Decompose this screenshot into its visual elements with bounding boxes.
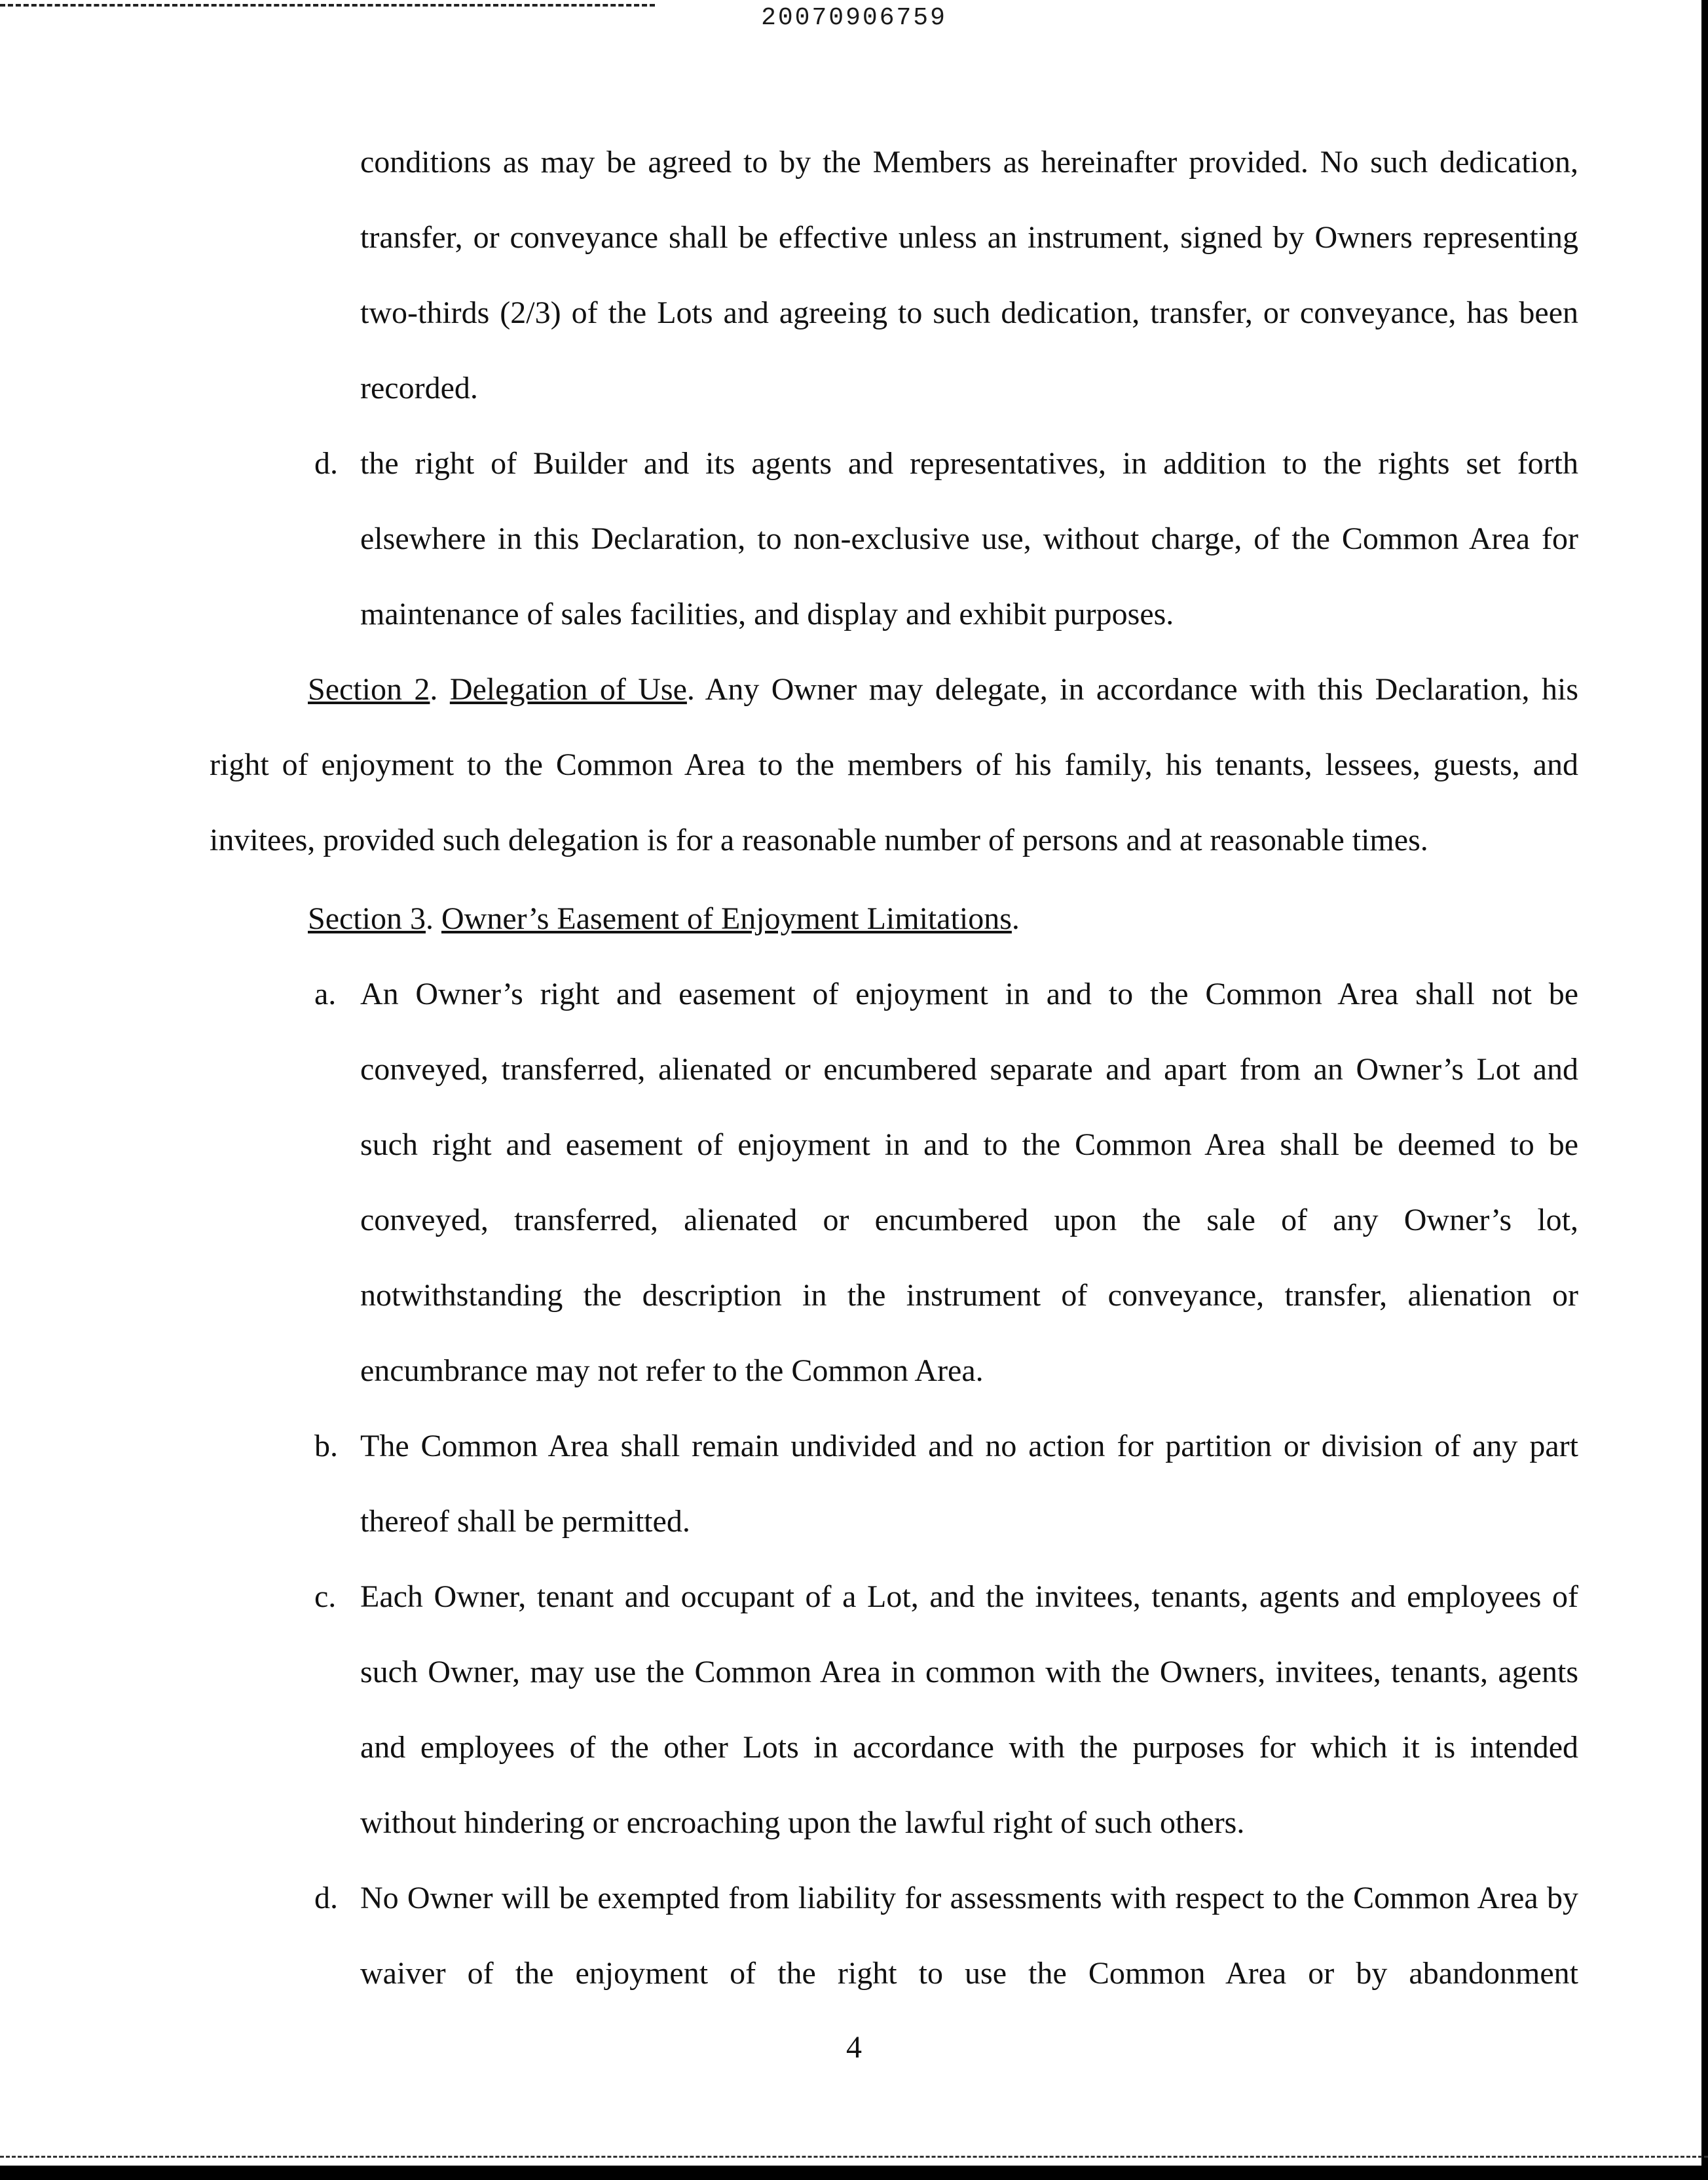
scan-bottom-dashed-rule	[0, 2156, 1708, 2158]
scan-bottom-band	[0, 2166, 1708, 2180]
section-2-paragraph: Section 2. Delegation of Use. Any Owner may delegate, in accordance with this Declaration, his right of enjoyment to the Common Area to the members of his family, his tenants, lessees, guests, and invitees, provided such delegation is for a reasonable number of persons and at reasonable times.	[210, 672, 1578, 857]
section-3-label: Section 3	[308, 901, 426, 936]
item-3d-text: No Owner will be exempted from liability for assessments with respect to the Common Area by waiver of the enjoyment of the right to use the Common Area or by abandonment	[360, 1881, 1578, 1991]
item-3b-marker: b.	[314, 1429, 338, 1463]
item-3a-marker: a.	[314, 977, 337, 1011]
section-2-label: Section 2	[308, 672, 430, 707]
item-3c-marker: c.	[314, 1579, 337, 1614]
item-3d-marker: d.	[314, 1881, 338, 1915]
item-3a-text: An Owner’s right and easement of enjoyment in and to the Common Area shall not be conveyed, transferred, alienated or encumbered separate and apart from an Owner’s Lot and such right and easement of enjoyment in and to the Common Area shall be deemed to be conveyed, transferred, alienated or encumbered upon the sale of any Owner’s lot, notwithstanding the description in the instrument of conveyance, transfer, alienation or encumbrance may not refer to the Common Area.	[360, 977, 1578, 1388]
paragraph-c-continuation: conditions as may be agreed to by the Members as hereinafter provided. No such dedication, transfer, or conveyance shall be effective unless an instrument, signed by Owners representing two-thirds (2/3) of the Lots and agreeing to such dedication, transfer, or conveyance, has been recorded.	[360, 145, 1578, 405]
item-3b-text: The Common Area shall remain undivided and no action for partition or division of any part thereof shall be permitted.	[360, 1429, 1578, 1539]
document-number: 20070906759	[761, 4, 947, 32]
scan-right-edge	[1701, 0, 1708, 2180]
page-number: 4	[846, 2030, 862, 2065]
section-2-text: Any Owner may delegate, in accordance with this Declaration, his right of enjoyment to the Common Area to the members of his family, his tenants, lessees, guests, and invitees, provided such delegation is for a reasonable number of persons and at reasonable times.	[210, 672, 1578, 857]
item-d-marker: d.	[314, 446, 338, 481]
section-3-title: Owner’s Easement of Enjoyment Limitations	[441, 901, 1012, 936]
item-d-text: the right of Builder and its agents and representatives, in addition to the rights set forth elsewhere in this Declaration, to non-exclusive use, without charge, of the Common Area for maintenance of sales facilities, and display and exhibit purposes.	[360, 446, 1578, 631]
section-3-heading: Section 3. Owner’s Easement of Enjoyment Limitations.	[308, 901, 1020, 936]
item-3c-text: Each Owner, tenant and occupant of a Lot, and the invitees, tenants, agents and employees of such Owner, may use the Common Area in common with the Owners, invitees, tenants, agents and employees of the other Lots in accordance with the purposes for which it is intended without hindering or encroaching upon the lawful right of such others.	[360, 1579, 1578, 1840]
section-2-title: Delegation of Use	[449, 672, 687, 707]
